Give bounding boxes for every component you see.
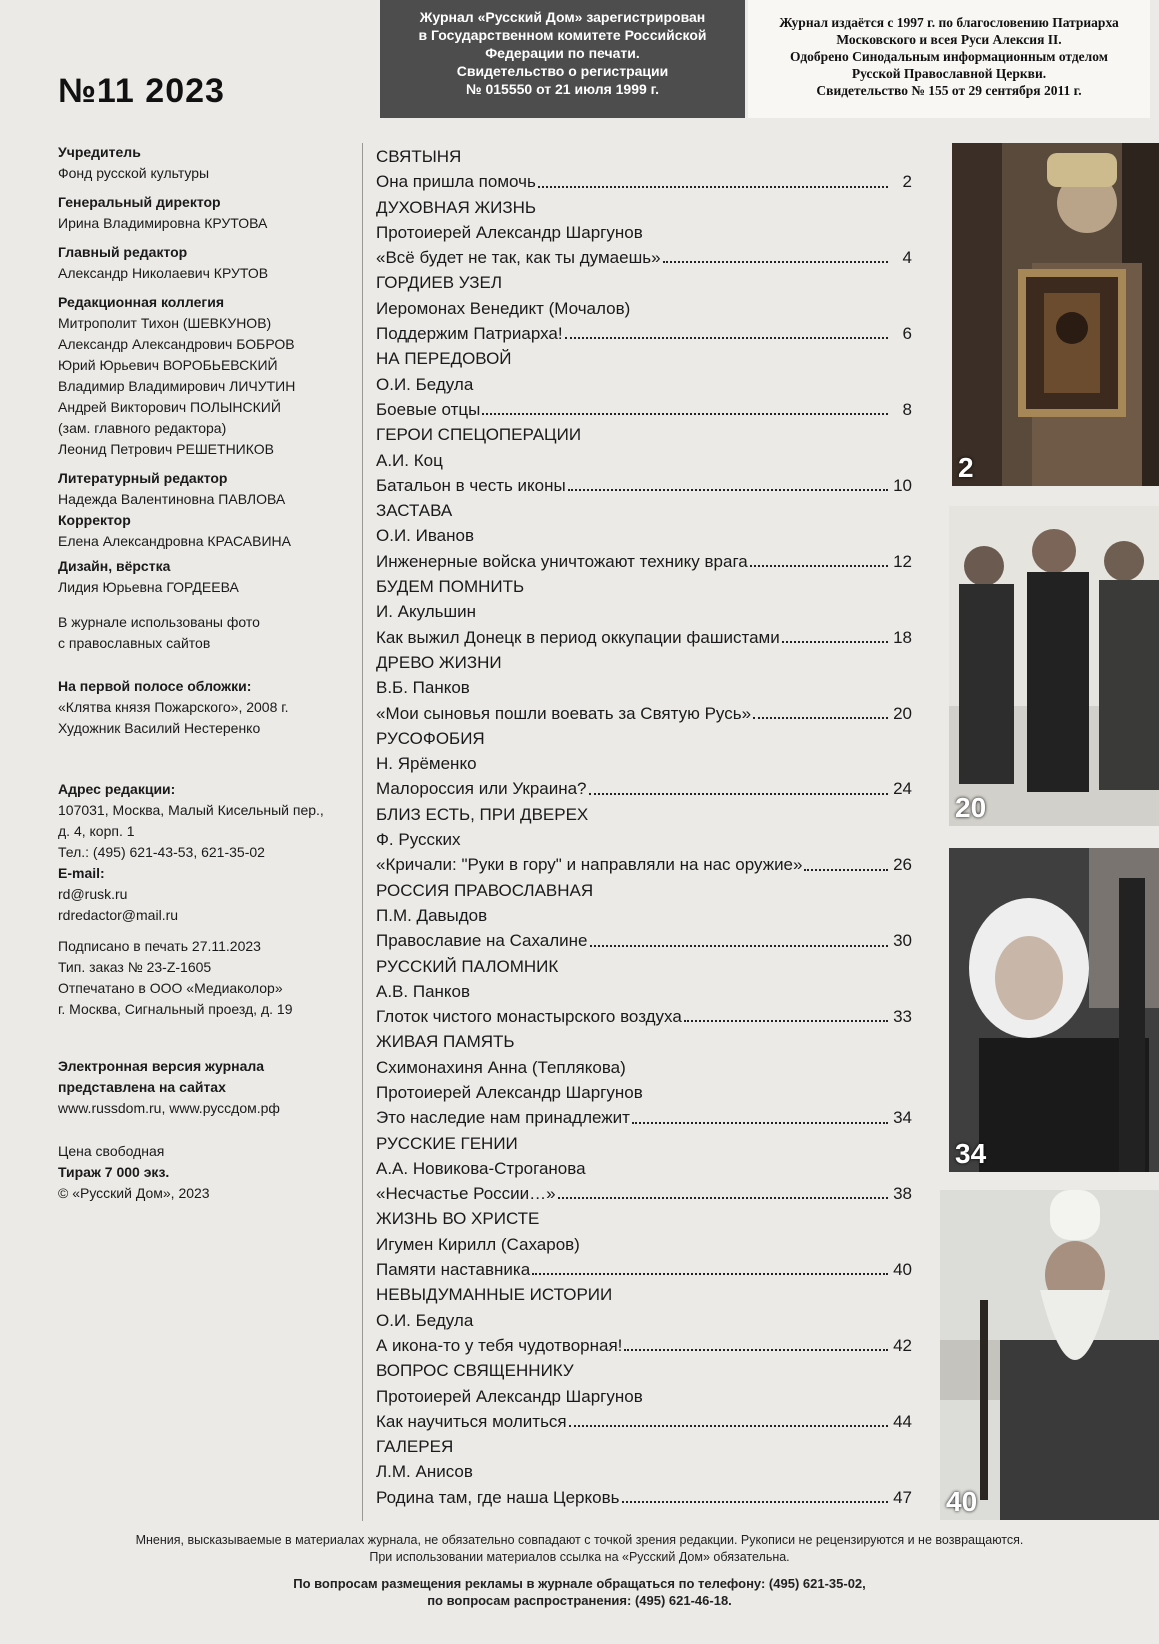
column-divider [362, 143, 363, 1521]
blessing-line: Журнал издаётся с 1997 г. по благословению Патриарха [779, 15, 1119, 30]
toc-entry [376, 776, 912, 801]
toc-entry-title: Это наследие нам принадлежит [376, 1108, 630, 1128]
director-block [58, 192, 358, 234]
elder-hegumen-photo [940, 1190, 1159, 1520]
dot-leader [589, 776, 888, 794]
toc-section-heading: БЛИЗ ЕСТЬ, ПРИ ДВЕРЕХ [376, 804, 589, 824]
board-title: Редакционная коллегия [58, 294, 224, 310]
phone-line: Тел.: (495) 621-43-53, 621-35-02 [58, 844, 265, 860]
toc-entry-title: Инженерные войска уничтожают технику врага [376, 551, 748, 571]
toc-section-heading: РУСОФОБИЯ [376, 728, 485, 748]
board-member: (зам. главного редактора) [58, 420, 227, 436]
toc-entry [376, 1333, 912, 1358]
disclaimer-line: Мнения, высказываемые в материалах журнала, не обязательно совпадают с точкой зрения редакции. Рукописи не рецензируются и не возвращаются. [135, 1533, 1024, 1547]
blessing-line: Одобрено Синодальным информационным отделом [790, 49, 1108, 64]
toc-section-heading: ЗАСТАВА [376, 501, 453, 521]
imprint-column [58, 142, 358, 1204]
toc-author: Л.М. Анисов [376, 1462, 473, 1482]
toc-entry-title: Родина там, где наша Церковь [376, 1487, 620, 1507]
photo-procession [952, 143, 1159, 486]
toc-author: Ф. Русских [376, 830, 461, 850]
toc-page-number: 30 [893, 931, 912, 951]
founder-block [58, 142, 358, 184]
dot-leader [684, 1004, 888, 1022]
toc-page-number: 2 [902, 172, 912, 192]
toc-author: В.Б. Панков [376, 678, 470, 698]
dot-leader [482, 397, 888, 415]
board-member: Леонид Петрович РЕШЕТНИКОВ [58, 441, 274, 457]
toc-page-number: 4 [902, 248, 912, 268]
print-info [58, 936, 358, 1020]
electronic-title: представлена на сайтах [58, 1079, 226, 1095]
toc-author: Н. Ярёменко [376, 754, 477, 774]
price: Цена свободная [58, 1143, 165, 1159]
cover-title: На первой полосе обложки: [58, 678, 252, 694]
dot-leader [565, 321, 888, 339]
toc-entry [376, 1004, 912, 1029]
blessing-line: Московского и всея Руси Алексия II. [836, 32, 1062, 47]
design-block [58, 556, 358, 598]
registration-line: Журнал «Русский Дом» зарегистрирован [419, 9, 706, 25]
photo-page-label: 20 [955, 792, 987, 823]
toc-page-number: 12 [893, 551, 912, 571]
photo-schema-nun [949, 848, 1159, 1172]
toc-entry [376, 852, 912, 877]
photo-elder-hegumen [940, 1190, 1159, 1520]
toc-entry-title: Батальон в честь иконы [376, 475, 566, 495]
photo-note-line: В журнале использованы фото [58, 614, 260, 630]
lit-editor-block [58, 468, 358, 510]
toc-entry [376, 1485, 912, 1510]
toc-entry [376, 928, 912, 953]
editor-title: Главный редактор [58, 244, 188, 260]
proofreader-name: Елена Александровна КРАСАВИНА [58, 533, 291, 549]
toc-section-heading: ВОПРОС СВЯЩЕННИКУ [376, 1361, 574, 1381]
toc-entry-title: Православие на Сахалине [376, 931, 588, 951]
cover-block [58, 676, 358, 739]
toc-entry [376, 549, 912, 574]
toc-page-number: 42 [893, 1335, 912, 1355]
editor-block [58, 242, 358, 284]
print-line: Отпечатано в ООО «Медиаколор» [58, 980, 283, 996]
board-member: Андрей Викторович ПОЛЫНСКИЙ [58, 399, 281, 415]
print-line: г. Москва, Сигнальный проезд, д. 19 [58, 1001, 293, 1017]
address-line: д. 4, корп. 1 [58, 823, 135, 839]
toc-author: Протоиерей Александр Шаргунов [376, 1082, 643, 1102]
photo-page-label: 40 [946, 1486, 978, 1517]
toc-entry-title: Как научиться молиться [376, 1411, 567, 1431]
photo-note [58, 612, 358, 654]
toc-author: А.И. Коц [376, 450, 443, 470]
toc-entry-title: «Всё будет не так, как ты думаешь» [376, 248, 661, 268]
dot-leader [532, 1257, 888, 1275]
registration-line: в Государственном комитете Российской [418, 27, 707, 43]
dot-leader [622, 1485, 889, 1503]
address-title: Адрес редакции: [58, 781, 176, 797]
toc-page-number: 6 [902, 324, 912, 344]
toc-entry-title: «Кричали: "Руки в гору" и направляли на нас оружие» [376, 855, 803, 875]
toc-entry [376, 169, 912, 194]
founder-title: Учредитель [58, 144, 141, 160]
print-line: Подписано в печать 27.11.2023 [58, 938, 261, 954]
registration-line: Федерации по печати. [485, 45, 640, 61]
photo-note-line: с православных сайтов [58, 635, 211, 651]
proofreader-title: Корректор [58, 512, 131, 528]
toc-page-number: 34 [893, 1108, 912, 1128]
electronic-title: Электронная версия журнала [58, 1058, 265, 1074]
toc-author: О.И. Иванов [376, 526, 474, 546]
toc-author: Игумен Кирилл (Сахаров) [376, 1234, 580, 1254]
proofreader-block [58, 510, 358, 552]
email-title: E-mail: [58, 865, 105, 881]
address-line: 107031, Москва, Малый Кисельный пер., [58, 802, 324, 818]
photo-page-label: 34 [955, 1138, 987, 1169]
toc-entry-title: Поддержим Патриарха! [376, 324, 563, 344]
toc-section-heading: ДРЕВО ЖИЗНИ [376, 652, 502, 672]
registration-box [380, 0, 745, 118]
toc-page-number: 20 [893, 703, 912, 723]
toc-entry [376, 473, 912, 498]
toc-page-number: 38 [893, 1184, 912, 1204]
lit-editor-name: Надежда Валентиновна ПАВЛОВА [58, 491, 286, 507]
dot-leader [804, 852, 888, 870]
cover-line: Художник Василий Нестеренко [58, 720, 261, 736]
electronic-block [58, 1056, 358, 1119]
toc-entry [376, 625, 912, 650]
toc-author: О.И. Бедула [376, 1310, 474, 1330]
board-member: Митрополит Тихон (ШЕВКУНОВ) [58, 315, 272, 331]
lit-editor-title: Литературный редактор [58, 470, 228, 486]
table-of-contents [376, 144, 912, 1510]
cover-line: «Клятва князя Пожарского», 2008 г. [58, 699, 289, 715]
dot-leader [750, 549, 888, 567]
toc-page-number: 10 [893, 475, 912, 495]
toc-entry [376, 1409, 912, 1434]
toc-entry-title: «Мои сыновья пошли воевать за Святую Русь» [376, 703, 752, 723]
dot-leader [632, 1105, 888, 1123]
toc-entry-title: «Несчастье России…» [376, 1184, 556, 1204]
toc-page-number: 44 [893, 1411, 912, 1431]
toc-entry-title: Она пришла помочь [376, 172, 536, 192]
toc-entry-title: А икона-то у тебя чудотворная! [376, 1335, 623, 1355]
toc-page-number: 24 [893, 779, 912, 799]
toc-section-heading: ГЕРОИ СПЕЦОПЕРАЦИИ [376, 425, 582, 445]
toc-author: Схимонахиня Анна (Теплякова) [376, 1057, 626, 1077]
email-link[interactable]: rdredactor@mail.ru [58, 907, 179, 923]
toc-author: О.И. Бедула [376, 374, 474, 394]
issue-number: №11 2023 [58, 72, 225, 110]
toc-page-number: 40 [893, 1260, 912, 1280]
director-name: Ирина Владимировна КРУТОВА [58, 215, 268, 231]
toc-section-heading: БУДЕМ ПОМНИТЬ [376, 577, 525, 597]
toc-author: Протоиерей Александр Шаргунов [376, 222, 643, 242]
registration-line: Свидетельство о регистрации [456, 63, 669, 79]
icon-procession-photo [952, 143, 1159, 486]
toc-section-heading: ЖИВАЯ ПАМЯТЬ [376, 1032, 515, 1052]
toc-section-heading: ДУХОВНАЯ ЖИЗНЬ [376, 197, 537, 217]
toc-page-number: 33 [893, 1007, 912, 1027]
schema-nun-photo [949, 848, 1159, 1172]
photo-page-label: 2 [958, 452, 974, 483]
design-title: Дизайн, вёрстка [58, 558, 171, 574]
price-block [58, 1141, 358, 1204]
board-member: Юрий Юрьевич ВОРОБЬЕВСКИЙ [58, 357, 278, 373]
toc-author: П.М. Давыдов [376, 905, 488, 925]
contact-line: по вопросам распространения: (495) 621-46-18. [427, 1593, 732, 1608]
copyright: © «Русский Дом», 2023 [58, 1185, 210, 1201]
design-name: Лидия Юрьевна ГОРДЕЕВА [58, 579, 239, 595]
blessing-box [748, 0, 1150, 118]
toc-author: Протоиерей Александр Шаргунов [376, 1386, 643, 1406]
toc-author: А.А. Новикова-Строганова [376, 1158, 586, 1178]
toc-page-number: 8 [902, 399, 912, 419]
toc-section-heading: РУССКИЙ ПАЛОМНИК [376, 956, 559, 976]
dot-leader [663, 245, 888, 263]
print-line: Тип. заказ № 23-Z-1605 [58, 959, 212, 975]
toc-entry [376, 245, 912, 270]
dot-leader [624, 1333, 888, 1351]
toc-entry-title: Глоток чистого монастырского воздуха [376, 1007, 682, 1027]
dot-leader [568, 473, 888, 491]
toc-author: А.В. Панков [376, 981, 471, 1001]
circulation: Тираж 7 000 экз. [58, 1164, 170, 1180]
toc-entry [376, 397, 912, 422]
blessing-line: Русской Православной Церкви. [851, 66, 1047, 81]
address-block [58, 779, 358, 926]
toc-entry [376, 321, 912, 346]
toc-page-number: 26 [893, 855, 912, 875]
toc-entry-title: Памяти наставника [376, 1260, 531, 1280]
toc-section-heading: ЖИЗНЬ ВО ХРИСТЕ [376, 1209, 540, 1229]
board-member: Владимир Владимирович ЛИЧУТИН [58, 378, 296, 394]
toc-section-heading: РУССКИЕ ГЕНИИ [376, 1133, 518, 1153]
contact-line: По вопросам размещения рекламы в журнале обращаться по телефону: (495) 621-35-02, [293, 1576, 866, 1591]
registration-line: № 015550 от 21 июля 1999 г. [465, 81, 660, 97]
disclaimer-line: При использовании материалов ссылка на «Русский Дом» обязательна. [369, 1550, 790, 1564]
founder-name: Фонд русской культуры [58, 165, 210, 181]
toc-section-heading: РОССИЯ ПРАВОСЛАВНАЯ [376, 880, 594, 900]
dot-leader [753, 701, 888, 719]
dot-leader [538, 169, 888, 187]
toc-entry-title: Боевые отцы [376, 399, 481, 419]
blessing-line: Свидетельство № 155 от 29 сентября 2011 г. [816, 83, 1082, 98]
toc-page-number: 47 [893, 1487, 912, 1507]
toc-entry [376, 701, 912, 726]
toc-author: И. Акульшин [376, 602, 477, 622]
board-member: Александр Александрович БОБРОВ [58, 336, 295, 352]
toc-section-heading: ГОРДИЕВ УЗЕЛ [376, 273, 502, 293]
toc-entry [376, 1105, 912, 1130]
toc-entry [376, 1257, 912, 1282]
toc-section-heading: ГАЛЕРЕЯ [376, 1437, 454, 1457]
board-block [58, 292, 358, 460]
toc-entry-title: Малороссия или Украина? [376, 779, 587, 799]
dot-leader [569, 1409, 888, 1427]
dot-leader [590, 928, 888, 946]
dot-leader [782, 625, 888, 643]
editor-name: Александр Николаевич КРУТОВ [58, 265, 269, 281]
website-links[interactable]: www.russdom.ru, www.руссдом.рф [58, 1100, 280, 1116]
dot-leader [558, 1181, 888, 1199]
email-link[interactable]: rd@rusk.ru [58, 886, 128, 902]
toc-entry [376, 1181, 912, 1206]
director-title: Генеральный директор [58, 194, 221, 210]
toc-section-heading: СВЯТЫНЯ [376, 147, 462, 166]
priests-and-soldiers-photo [949, 506, 1159, 826]
toc-entry-title: Как выжил Донецк в период оккупации фашистами [376, 627, 780, 647]
toc-section-heading: НЕВЫДУМАННЫЕ ИСТОРИИ [376, 1285, 613, 1305]
photo-priests-soldiers [949, 506, 1159, 826]
toc-author: Иеромонах Венедикт (Мочалов) [376, 298, 631, 318]
toc-section-heading: НА ПЕРЕДОВОЙ [376, 349, 512, 369]
toc-page-number: 18 [893, 627, 912, 647]
